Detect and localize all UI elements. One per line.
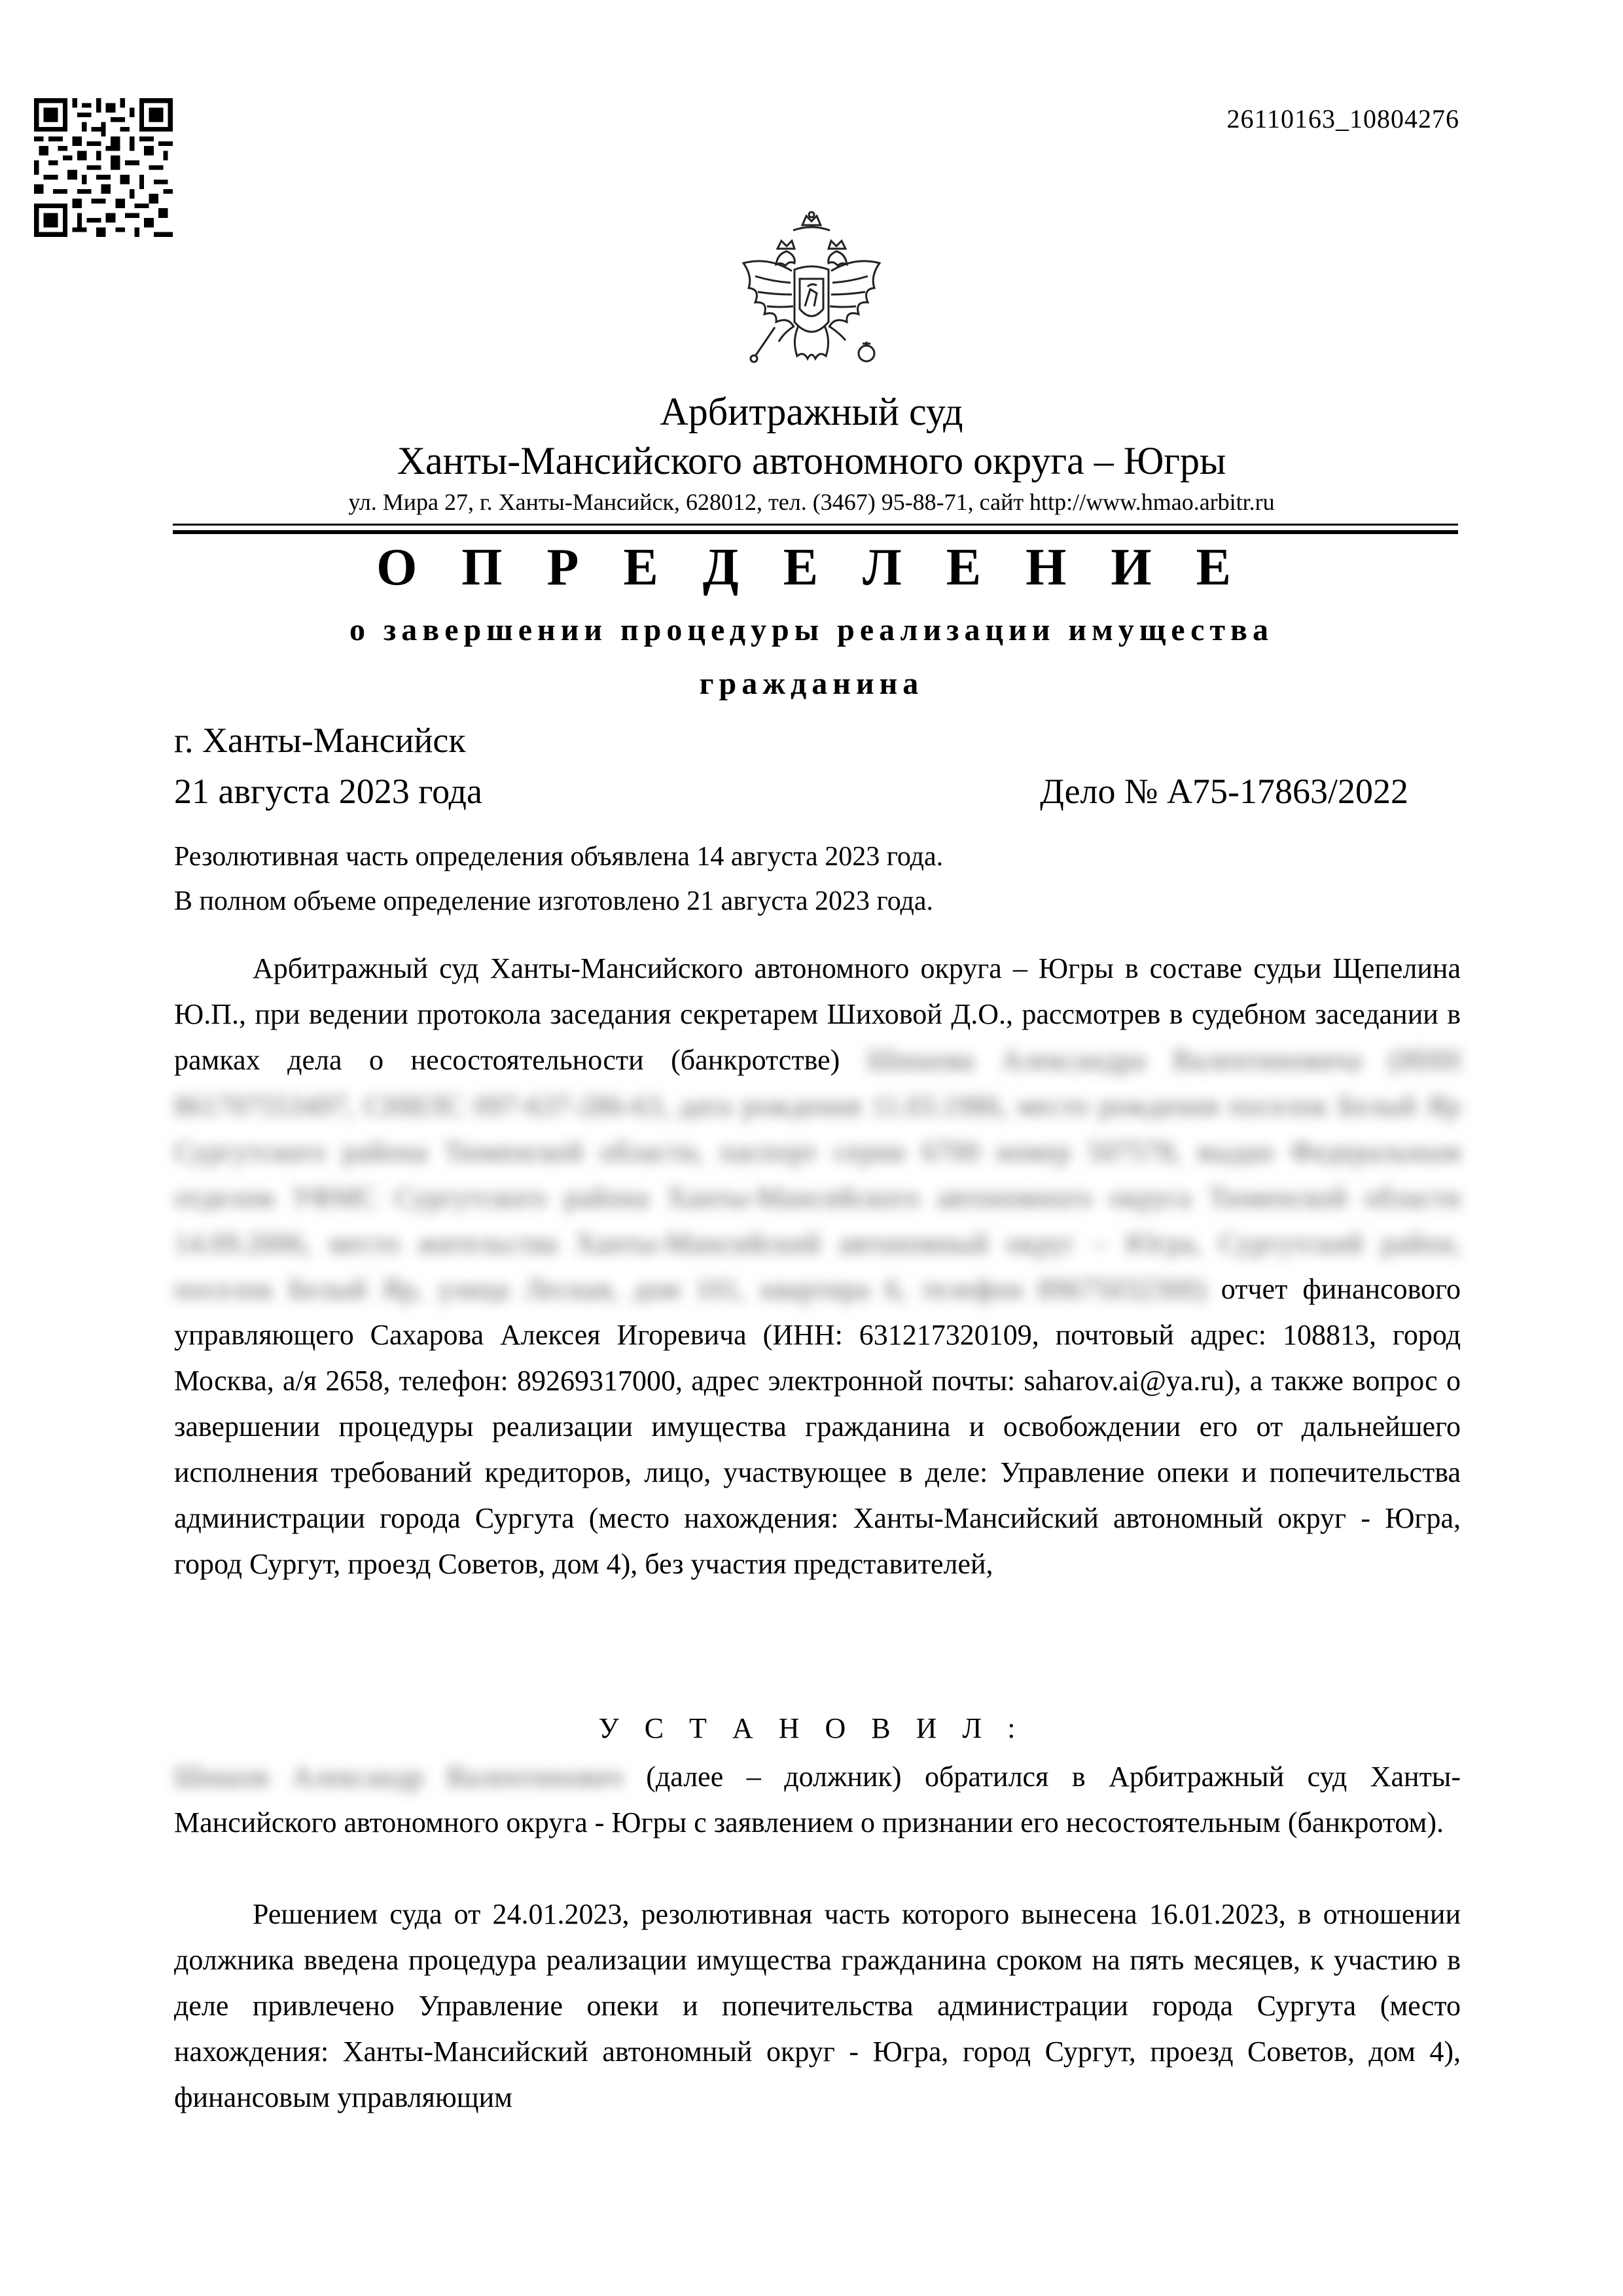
redacted-debtor-name: Шишов Александр Валентинович: [174, 1761, 623, 1793]
intro-text-continued: отчет финансового управляющего Сахарова Алексея Игоревича (ИНН: 631217320109, почтовый адрес: 108813, город Москва, а/я 2658, телефон: 89269317000, адрес электронной почты: saharov.ai@ya.ru), а также вопрос о завершении процедуры реализации имущества гражданина и освобождении его от дальнейшего исполнения требований кредиторов, лицо, участвующее в деле: Управление опеки и попечительства администрации города Сургута (место нахождения: Ханты-Мансийский автономный округ - Югра, город Сургут, проезд Советов, дом 4), без участия представителей,: [174, 1273, 1461, 1580]
paragraph-introduction: [174, 946, 1461, 1587]
header-divider-thick: [173, 530, 1458, 534]
header-divider-thin: [173, 524, 1458, 526]
paragraph-debtor-application: [174, 1754, 1461, 1846]
case-number: Дело № А75-17863/2022: [1040, 772, 1408, 811]
application-text: (далее – должник) обратился в Арбитражный суд Ханты-Мансийского автономного округа - Югры с заявлением о признании его несостоятельным (банкротом).: [174, 1761, 1461, 1839]
document-city: г. Ханты-Мансийск: [174, 721, 466, 760]
full-text-note: В полном объеме определение изготовлено 21 августа 2023 года.: [174, 886, 934, 916]
resolution-note: Резолютивная часть определения объявлена 14 августа 2023 года.: [174, 842, 944, 872]
section-heading-ustanovil: У С Т А Н О В И Л :: [598, 1712, 1025, 1744]
document-date: 21 августа 2023 года: [174, 772, 482, 811]
document-type-title: О П Р Е Д Е Л Е Н И Е: [376, 539, 1247, 596]
court-name-line1: Арбитражный суд: [660, 390, 963, 433]
court-name-line2: Ханты-Мансийского автономного округа – Югры: [397, 439, 1226, 482]
intro-text: Арбитражный суд Ханты-Мансийского автономного округа – Югры в составе судьи Щепелина Ю.П., при ведении протокола заседания секретарем Шиховой Д.О., рассмотрев в судебном заседании в рамках дела о несостоятельности (банкротстве): [174, 952, 1461, 1076]
document-subject-line1: о завершении процедуры реализации имущества: [349, 613, 1274, 647]
court-address: ул. Мира 27, г. Ханты-Мансийск, 628012, тел. (3467) 95-88-71, сайт http://www.hmao.arbitr.ru: [348, 489, 1275, 515]
russian-coat-of-arms-icon: [729, 211, 894, 389]
document-subject-line2: гражданина: [699, 666, 924, 701]
paragraph-court-decision: Решением суда от 24.01.2023, резолютивная часть которого вынесена 16.01.2023, в отношении должника введена процедура реализации имущества гражданина сроком на пять месяцев, к участию в деле привлечено Управление опеки и попечительства администрации города Сургута (место нахождения: Ханты-Мансийский автономный округ - Югра, город Сургут, проезд Советов, дом 4), финансовым управляющим: [174, 1898, 1461, 2113]
redacted-debtor-details: Шишова Александра Валентиновича (ИНН 861707553497, СНИЛС 097-637-286-63, дата рождения 11.03.1986, место рождения поселок Белый Яр Сургутского района Тюменской области, паспорт серии 6700 номер 507578, выдан Федеральным отделом УФМС Сургутского района Ханты-Мансийского автономного округа Тюменской области 14.09.2006, место жительства Ханты-Мансийский автономный округ – Югра, Сургутский район, поселок Белый Яр, улица Лесная, дом 101, квартира 6, телефон 89675032300): [174, 1044, 1461, 1305]
qr-code-icon: [34, 98, 173, 237]
document-number: 26110163_10804276: [1226, 104, 1459, 134]
